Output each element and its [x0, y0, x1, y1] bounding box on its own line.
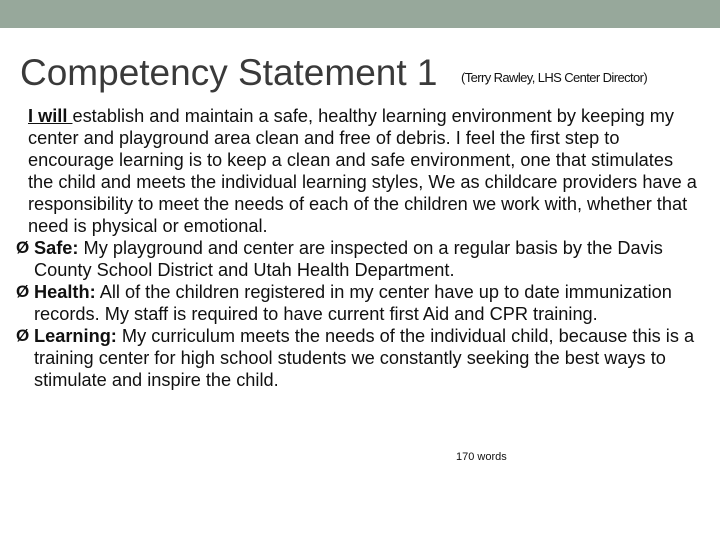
bullet-label: Health:: [34, 282, 96, 302]
bullet-health: [16, 281, 698, 325]
intro-text: establish and maintain a safe, healthy learning environment by keeping my center and playground area clean and free of debris. I feel the first step to encourage learning is to keep a clean and safe environment, one that stimulates the child and meets the individual learning styles, We as childcare providers have a responsibility to meet the needs of each of the children we work with, whether that need is physical or emotional.: [28, 106, 697, 236]
arrow-bullet-icon: Ø: [16, 238, 30, 257]
intro-paragraph: [28, 105, 698, 237]
arrow-bullet-icon: Ø: [16, 282, 30, 301]
bullet-safe: [16, 237, 698, 281]
bullet-text: All of the children registered in my center have up to date immunization records. My staff is required to have current first Aid and CPR training.: [34, 282, 672, 324]
top-accent-bar: [0, 0, 720, 28]
intro-lead: I will: [28, 106, 73, 126]
word-count: 170 words: [456, 451, 507, 463]
bullet-label: Learning:: [34, 326, 117, 346]
slide-title: Competency Statement 1: [20, 52, 438, 93]
slide-body: [16, 105, 698, 391]
arrow-bullet-icon: Ø: [16, 326, 30, 345]
bullet-text: My playground and center are inspected on a regular basis by the Davis County School District and Utah Health Department.: [34, 238, 663, 280]
bullet-learning: [16, 325, 698, 391]
bullet-label: Safe:: [34, 238, 79, 258]
bullet-text: My curriculum meets the needs of the individual child, because this is a training center for high school students we constantly seeking the best ways to stimulate and inspire the child.: [34, 326, 695, 390]
slide-subtitle: (Terry Rawley, LHS Center Director): [461, 70, 648, 85]
